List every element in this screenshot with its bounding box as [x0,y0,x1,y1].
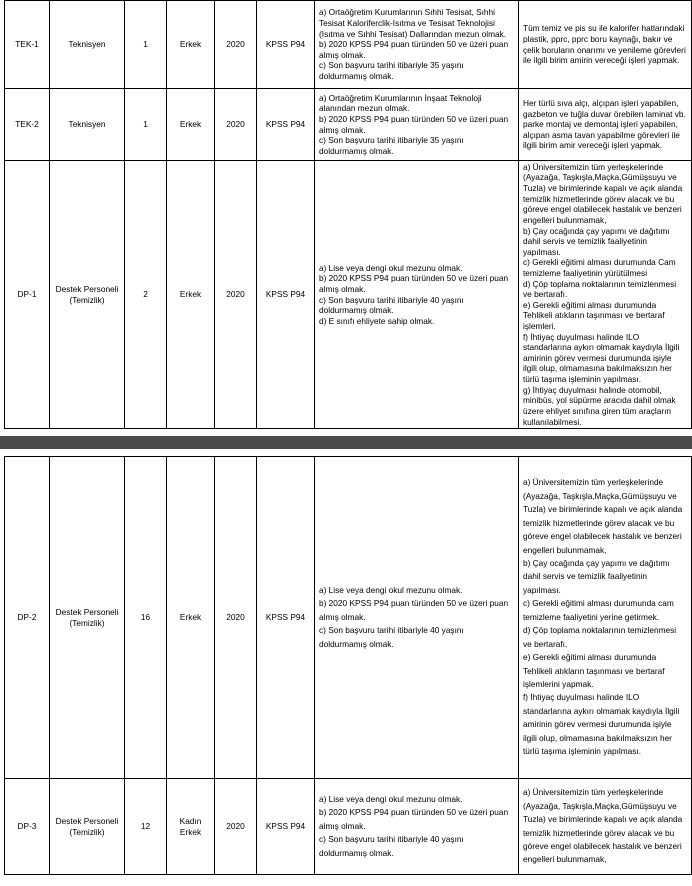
position-title: Destek Personeli (Temizlik) [50,457,125,779]
duty-item: b) Çay ocağında çay yapımı ve dağıtımı dahil servis ve temizlik faaliyetinin yapılması. [523,225,670,257]
positions-table-top [4,0,692,429]
position-requirements [315,779,519,875]
position-gender: Erkek [167,89,215,161]
position-count: 12 [125,779,167,875]
duty-item: Her türlü sıva alçı, alçıpan işleri yapabilen, gazbeton ve tuğla duvar örebilen laminat vb. parke montaj ve demontaj işleri yapabilen, alçıpan asma tavan yapabilme görevleri ile ilgili birim amir vereceği işleri yapmak. [523,97,686,151]
position-requirements [315,457,519,779]
position-duties [519,161,692,429]
position-title: Destek Personeli (Temizlik) [50,779,125,875]
position-year: 2020 [215,457,257,779]
requirement-item: a) Lise veya dengi okul mezunu olmak. [319,793,463,804]
table-row [5,779,692,875]
requirement-item: a) Ortaöğretim Kurumlarının İnşaat Teknoloji alanından mezun olmak. [319,92,482,114]
position-year: 2020 [215,779,257,875]
position-title: Teknisyen [50,1,125,89]
requirement-item: c) Son başvuru tarihi itibariyle 40 yaşını doldurmamış olmak. [319,625,464,649]
requirement-item: a) Lise veya dengi okul mezunu olmak. [319,584,463,595]
position-requirements [315,161,519,429]
position-code: TEK-1 [5,1,50,89]
position-year: 2020 [215,89,257,161]
position-duties [519,1,692,89]
position-score-type: KPSS P94 [257,1,315,89]
duty-item: d) Çöp toplama noktalarının temizlenmesi ve bertarafı. [523,278,677,300]
positions-table-bottom [4,456,692,875]
position-count: 2 [125,161,167,429]
position-score-type: KPSS P94 [257,161,315,429]
requirement-item: d) E sınıfı ehliyete sahip olmak. [319,315,435,326]
page-separator [0,436,692,449]
duty-item: c) Gerekli eğitimi alması durumunda cam temizleme faaliyetini yerine getirmek. [523,598,674,622]
requirement-item: a) Ortaöğretim Kurumlarının Sıhhi Tesisat, Sıhhi Tesisat Kaloriferclik-Isıtma ve Tesisat Teknolojisi (Isıtma ve Sıhhi Tesisat) Dallarından mezun olmak. [319,7,507,39]
position-gender: Kadın Erkek [167,779,215,875]
position-duties [519,457,692,779]
position-count: 1 [125,1,167,89]
position-code: DP-3 [5,779,50,875]
duty-item: b) Çay ocağında çay yapımı ve dağıtımı dahil servis ve temizlik faaliyetinin yapılması. [523,558,670,595]
duty-item: c) Gerekli eğitimi alması durumunda Cam temizleme faaliyetinin yürütülmesi [523,257,676,278]
position-count: 16 [125,457,167,779]
position-requirements [315,89,519,161]
duty-item: a) Üniversitemizin tüm yerleşkelerinde (Ayazağa, Taşkışla,Maçka,Gümüşsuyu ve Tuzla) ve birimlerinde kapalı ve açık alanda temizlik hizmetlerinde görev alacak ve bu göreve engel olabilecek hastalık ve benzeri engelleri bulunmamak, [523,161,683,225]
duty-item: g) İhtiyaç duyulması halinde otomobil, minibüs, yol süpürme aracıda dahil olmak üzere ehliyet sınıfına giren tüm araçların kullanılabilmesi. [523,384,676,427]
duty-item: e) Gerekli eğitimi alması durumunda Tehlikeli atıkların taşınması ve bertaraf işlemleri. [523,299,665,332]
position-gender: Erkek [167,457,215,779]
duty-item: a) Üniversitemizin tüm yerleşkelerinde (Ayazağa, Taşkışla,Maçka,Gümüşsuyu ve Tuzla) ve birimlerinde kapalı ve açık alanda temizlik hizmetlerinde görev alacak ve bu göreve engel olabilecek hastalık ve benzeri engelleri bulunmamak, [523,477,683,555]
position-score-type: KPSS P94 [257,89,315,161]
position-title: Destek Personeli (Temizlik) [50,161,125,429]
requirement-item: b) 2020 KPSS P94 puan türünden 50 ve üzeri puan almış olmak. [319,113,509,135]
position-year: 2020 [215,1,257,89]
position-year: 2020 [215,161,257,429]
position-duties [519,779,692,875]
position-requirements [315,1,519,89]
position-gender: Erkek [167,161,215,429]
position-code: DP-2 [5,457,50,779]
table-row [5,89,692,161]
position-score-type: KPSS P94 [257,457,315,779]
requirement-item: a) Lise veya dengi okul mezunu olmak. [319,262,463,273]
duty-item: e) Gerekli eğitimi alması durumunda Tehlikeli atıkların taşınması ve bertaraf işlemlerini yapmak. [523,652,665,689]
duty-item: f) İhtiyaç duyulması halinde ILO standarlarına aykırı olmamak kaydıyla İlgili amirinin görev vermesi durumunda işiyle ilgili olup, olmamasına bakılmaksızın her türlü taşıma işleminin yapılması. [523,331,680,385]
table-row [5,457,692,779]
position-code: TEK-2 [5,89,50,161]
position-score-type: KPSS P94 [257,779,315,875]
requirement-item: c) Son başvuru tarihi itibariyle 35 yaşını doldurmamış olmak. [319,135,464,156]
position-gender: Erkek [167,1,215,89]
requirement-item: c) Son başvuru tarihi itibariyle 35 yaşını doldurmamış olmak. [319,60,464,82]
requirement-item: b) 2020 KPSS P94 puan türünden 50 ve üzeri puan almış olmak. [319,598,509,622]
requirement-item: b) 2020 KPSS P94 puan türünden 50 ve üzeri puan almış olmak. [319,39,509,60]
table-row [5,161,692,429]
duty-item: f) İhtiyaç duyulması halinde ILO standarlarına aykırı olmamak kaydıyla İlgili amirinin görev vermesi durumunda işiyle ilgili olup, olmamasına bakılmaksızın her türlü taşıma işleminin yapılması. [523,692,680,757]
position-title: Teknisyen [50,89,125,161]
requirement-item: c) Son başvuru tarihi itibariyle 40 yaşını doldurmamış olmak. [319,294,464,316]
requirement-item: c) Son başvuru tarihi itibariyle 40 yaşını doldurmamış olmak. [319,834,464,858]
duty-item: d) Çöp toplama noktalarının temizlenmesi ve bertarafı. [523,625,677,649]
position-count: 1 [125,89,167,161]
requirement-item: b) 2020 KPSS P94 puan türünden 50 ve üzeri puan almış olmak. [319,273,509,294]
table-row [5,1,692,89]
duty-item: Tüm temiz ve pis su ile kalorifer hatlarındaki plastik, pprc, pprc boru kaynağı, bakır ve çelik boruların onarımı ve yenileme görevleri ile ilgili birim amirin vereceği işleri yapmak. [523,23,686,66]
position-code: DP-1 [5,161,50,429]
requirement-item: b) 2020 KPSS P94 puan türünden 50 ve üzeri puan almış olmak. [319,807,509,831]
position-duties [519,89,692,161]
duty-item: a) Üniversitemizin tüm yerleşkelerinde (Ayazağa, Taşkışla,Maçka,Gümüşsuyu ve Tuzla) ve birimlerinde kapalı ve açık alanda temizlik hizmetlerinde görev alacak ve bu göreve engel olabilecek hastalık ve benzeri engelleri bulunmamak, [523,787,683,865]
